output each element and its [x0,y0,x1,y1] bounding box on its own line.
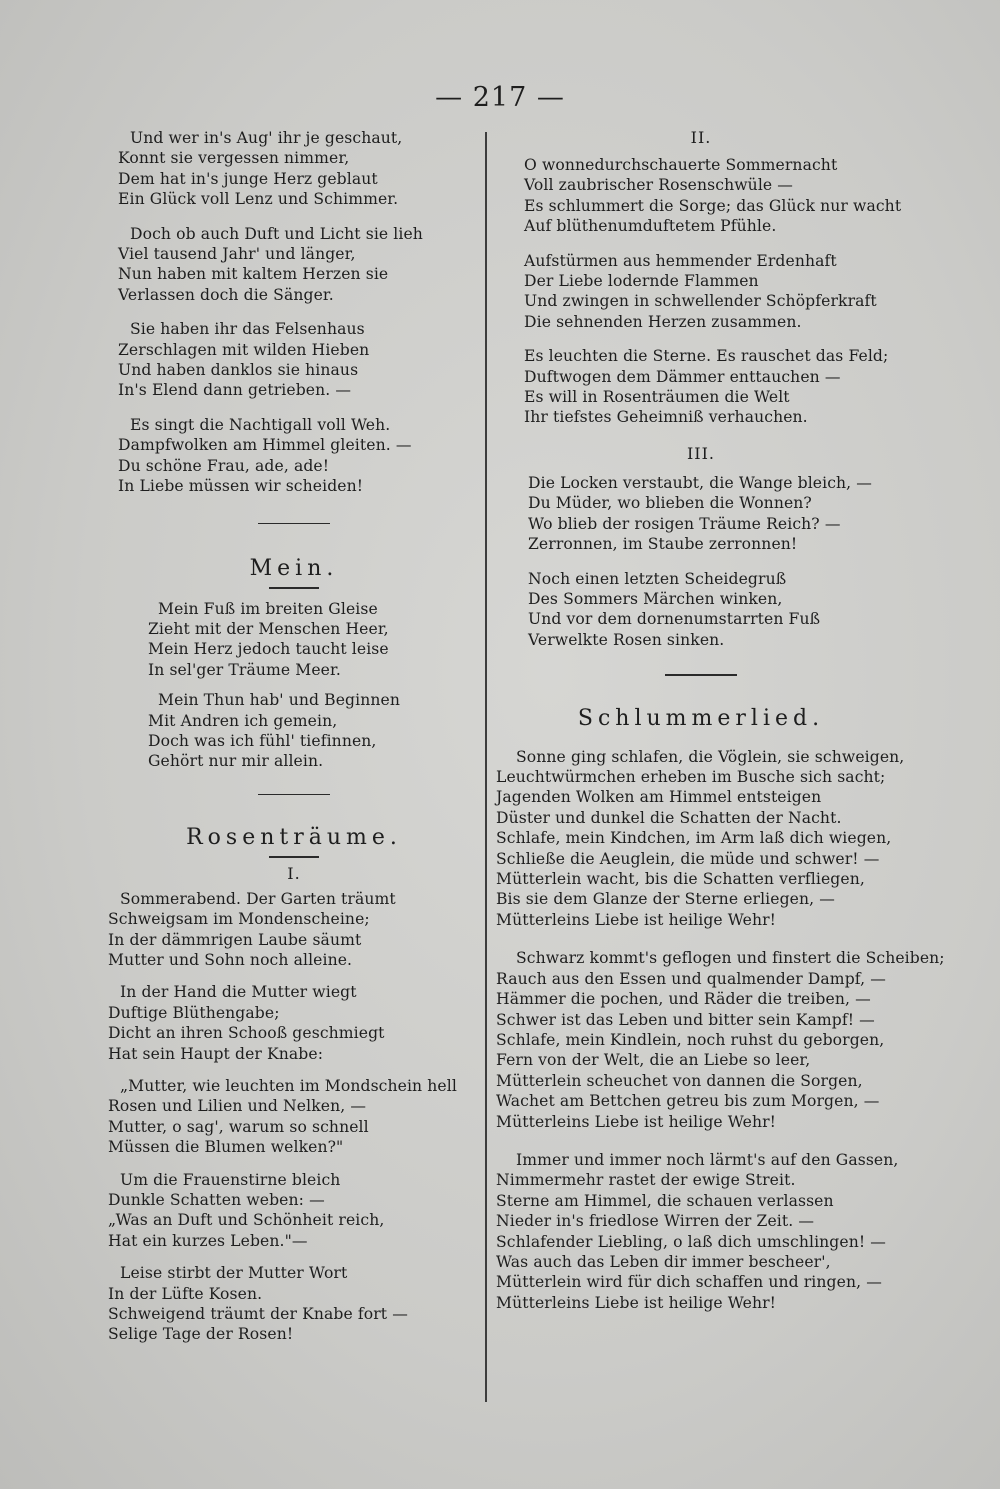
column-divider [485,132,487,1402]
verse-line: Verwelkte Rosen sinken. [528,630,725,649]
verse-line: Sommerabend. Der Garten träumt [120,889,396,908]
verse-line: Zerronnen, im Staube zerronnen! [528,535,798,554]
verse-line: „Was an Duft und Schönheit reich, [108,1211,385,1230]
verse-line: Doch was ich fühl' tiefinnen, [148,731,377,750]
verse-line: Dem hat in's junge Herz geblaut [118,169,378,188]
intro-poem [108,128,480,497]
verse-line: Dampfwolken am Himmel gleiten. — [118,436,412,455]
verse-line: Leise stirbt der Mutter Wort [120,1264,348,1283]
stanza [528,569,906,651]
verse-line: Und haben danklos sie hinaus [118,361,359,380]
verse-line: Fern von der Welt, die an Liebe so leer, [496,1051,811,1070]
verse-line: In der Hand die Mutter wiegt [120,983,357,1002]
verse-line: In der dämmrigen Laube säumt [108,930,362,949]
verse-line: Sie haben ihr das Felsenhaus [130,320,365,339]
verse-line: Dicht an ihren Schooß geschmiegt [108,1024,385,1043]
stanza [118,415,480,497]
verse-line: Verlassen doch die Sänger. [118,285,334,304]
rosentraeume-part-three [496,473,906,650]
verse-line: Viel tausend Jahr' und länger, [118,245,356,264]
verse-line: „Mutter, wie leuchten im Mondschein hell [120,1077,457,1095]
stanza [496,747,906,931]
verse-line: Du schöne Frau, ade, ade! [118,456,330,475]
stanza [108,1170,480,1252]
stanza [118,224,480,306]
verse-line: In Liebe müssen wir scheiden! [118,477,364,496]
verse-line: Müssen die Blumen welken?" [108,1138,344,1157]
verse-line: Doch ob auch Duft und Licht sie lieh [130,224,423,243]
stanza [528,473,906,555]
stanza [108,889,480,971]
verse-line: Jagenden Wolken am Himmel entsteigen [496,788,822,807]
stanza [148,690,480,772]
page-number: — 217 — [435,82,565,113]
verse-line: Rauch aus den Essen und qualmender Dampf, — [496,969,886,988]
section-rule [665,674,737,676]
verse-line: Es will in Rosenträumen die Welt [524,388,790,407]
verse-line: Immer und immer noch lärmt's auf den Gassen, [516,1150,899,1169]
verse-line: Und vor dem dornenumstarrten Fuß [528,610,821,629]
rosentraeume-part-two [496,155,906,428]
stanza [108,982,480,1064]
verse-line: Hat ein kurzes Leben."— [108,1231,308,1250]
verse-line: Schweigsam im Mondenscheine; [108,910,370,929]
verse-line: Voll zaubrischer Rosenschwüle — [524,176,793,195]
verse-line: Bis sie dem Glanze der Sterne erliegen, — [496,890,835,909]
verse-line: Zerschlagen mit wilden Hieben [118,340,370,359]
verse-line: Mein Fuß im breiten Gleise [158,599,378,618]
verse-line: Hämmer die pochen, und Räder die treiben, — [496,990,871,1009]
verse-line: Um die Frauenstirne bleich [120,1170,341,1189]
stanza [496,948,945,1132]
verse-line: Was auch das Leben dir immer bescheer', [496,1252,831,1271]
verse-line: Mütterleins Liebe ist heilige Wehr! [496,1112,777,1131]
stanza [524,346,906,428]
verse-line: Mütterleins Liebe ist heilige Wehr! [496,1293,777,1312]
verse-line: Mein Thun hab' und Beginnen [158,691,400,710]
verse-line: Und wer in's Aug' ihr je geschaut, [130,129,403,147]
verse-line: Sterne am Himmel, die schauen verlassen [496,1191,834,1210]
verse-line: Du Müder, wo blieben die Wonnen? [528,494,812,513]
verse-line: Mutter und Sohn noch alleine. [108,950,353,969]
verse-line: Nimmermehr rastet der ewige Streit. [496,1171,796,1190]
verse-line: Die sehnenden Herzen zusammen. [524,312,802,331]
verse-line: Düster und dunkel die Schatten der Nacht. [496,808,842,827]
section-number: III. [686,443,716,463]
verse-line: In sel'ger Träume Meer. [148,660,341,679]
verse-line: Zieht mit der Menschen Heer, [148,619,389,638]
verse-line: Mit Andren ich gemein, [148,711,338,730]
section-rule [258,523,330,525]
verse-line: Es singt die Nachtigall voll Weh. [130,415,391,434]
verse-line: Mutter, o sag', warum so schnell [108,1117,369,1136]
verse-line: Ihr tiefstes Geheimniß verhauchen. [524,408,808,427]
section-rule [258,794,330,796]
section-number: II. [690,128,712,147]
verse-line: Es schlummert die Sorge; das Glück nur wacht [524,196,902,215]
stanza [108,1076,480,1158]
verse-line: Schweigend träumt der Knabe fort — [108,1305,408,1324]
verse-line: Wo blieb der rosigen Träume Reich? — [528,514,841,533]
poem-title-mein: Mein. [249,556,339,581]
verse-line: Die Locken verstaubt, die Wange bleich, — [528,473,872,492]
stanza [496,1150,906,1313]
verse-line: O wonnedurchschauerte Sommernacht [524,156,838,174]
verse-line: Der Liebe lodernde Flammen [524,272,759,291]
verse-line: Mütterlein wacht, bis die Schatten verfliegen, [496,870,865,889]
verse-line: Rosen und Lilien und Nelken, — [108,1097,367,1116]
verse-line: Konnt sie vergessen nimmer, [118,149,350,168]
verse-line: Aufstürmen aus hemmender Erdenhaft [524,251,837,270]
verse-line: Duftwogen dem Dämmer enttauchen — [524,367,841,386]
left-column [108,128,480,1357]
verse-line: Mütterlein wird für dich schaffen und ringen, — [496,1273,882,1292]
verse-line: Schließe die Aeuglein, die müde und schwer! — [496,849,880,868]
verse-line: Wachet am Bettchen getreu bis zum Morgen, — [496,1092,880,1111]
section-number: I. [287,863,301,883]
poem-title-schlummerlied: Schlummerlied. [577,705,825,731]
stanza [118,319,480,401]
verse-line: Leuchtwürmchen erheben im Busche sich sacht; [496,768,886,787]
verse-line: Mein Herz jedoch taucht leise [148,640,389,659]
verse-line: Noch einen letzten Scheidegruß [528,569,787,588]
verse-line: Schwarz kommt's geflogen und finstert die Scheiben; [516,949,945,968]
stanza [118,128,480,210]
stanza [108,1263,480,1345]
poem-title-rosentraeume: Rosenträume. [186,825,402,851]
stanza [148,599,480,681]
title-rule [269,587,319,589]
verse-line: Nun haben mit kaltem Herzen sie [118,265,389,284]
verse-line: Schlafe, mein Kindchen, im Arm laß dich wiegen, [496,829,892,848]
verse-line: Sonne ging schlafen, die Vöglein, sie schweigen, [516,747,905,766]
verse-line: Schlafender Liebling, o laß dich umschlingen! — [496,1232,886,1251]
verse-line: In's Elend dann getrieben. — [118,381,352,400]
verse-line: Schwer ist das Leben und bitter sein Kampf! — [496,1010,875,1029]
verse-line: Gehört nur mir allein. [148,752,324,771]
verse-line: Selige Tage der Rosen! [108,1325,294,1344]
verse-line: Dunkle Schatten weben: — [108,1191,325,1210]
verse-line: Hat sein Haupt der Knabe: [108,1044,324,1063]
title-rule [269,856,319,858]
right-column [496,128,945,1331]
verse-line: Des Sommers Märchen winken, [528,589,783,608]
verse-line: Es leuchten die Sterne. Es rauschet das Feld; [524,347,889,366]
verse-line: Mütterleins Liebe ist heilige Wehr! [496,910,777,929]
verse-line: Schlafe, mein Kindlein, noch ruhst du geborgen, [496,1030,885,1049]
stanza [524,155,906,237]
verse-line: Und zwingen in schwellender Schöpferkraft [524,292,877,311]
poem-schlummerlied [496,747,945,1314]
stanza [524,251,906,333]
verse-line: Auf blüthenumduftetem Pfühle. [524,217,777,236]
verse-line: Mütterlein scheuchet von dannen die Sorgen, [496,1071,863,1090]
verse-line: Nieder in's friedlose Wirren der Zeit. — [496,1212,815,1231]
verse-line: Duftige Blüthengabe; [108,1003,280,1022]
verse-line: Ein Glück voll Lenz und Schimmer. [118,190,399,209]
verse-line: In der Lüfte Kosen. [108,1284,263,1303]
poem-mein [108,599,480,772]
poem-rosentraeume [108,889,480,1345]
